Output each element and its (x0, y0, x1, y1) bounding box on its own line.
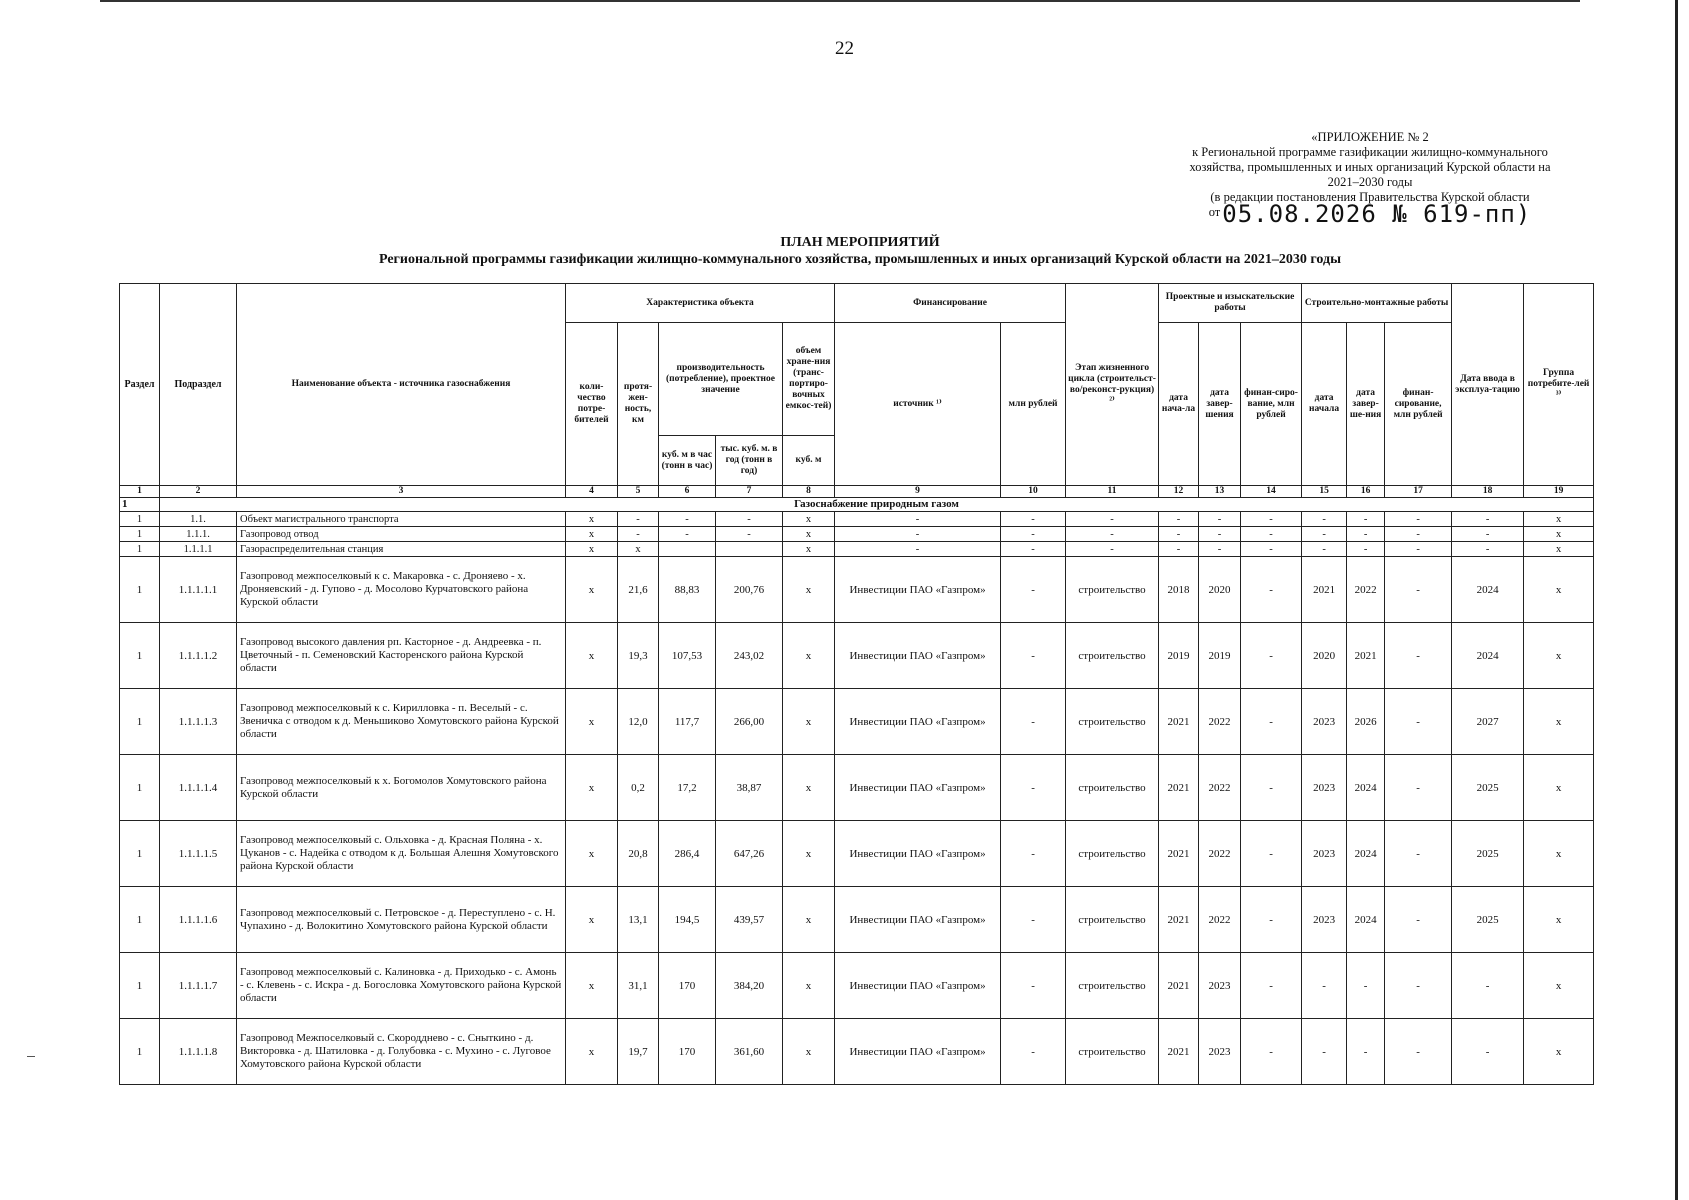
table-cell: - (1241, 542, 1302, 557)
table-cell: - (1385, 821, 1452, 887)
table-cell: 2024 (1347, 821, 1385, 887)
header-construction: Строительно-монтажные работы (1302, 284, 1452, 323)
table-cell: Газопровод межпоселковый с. Ольховка - д. Красная Поляна - х. Цуканов - с. Надейка с отводом к д. Большая Алешня Хомутовского района Курской области (237, 821, 566, 887)
table-cell: х (783, 953, 835, 1019)
table-cell: 1 (120, 887, 160, 953)
table-row (120, 887, 1594, 953)
table-cell: - (659, 527, 716, 542)
column-number: 3 (237, 486, 566, 498)
table-cell: - (1385, 689, 1452, 755)
header-consumers: коли-чество потре-бителей (566, 323, 618, 486)
table-cell: 439,57 (716, 887, 783, 953)
table-cell: - (1385, 887, 1452, 953)
table-cell: х (566, 821, 618, 887)
table-cell: х (783, 887, 835, 953)
header-length: протя-жен-ность, км (618, 323, 659, 486)
table-cell: 1 (120, 689, 160, 755)
table-cell: х (1524, 887, 1594, 953)
column-number: 5 (618, 486, 659, 498)
table-cell: - (659, 512, 716, 527)
table-cell: 2022 (1199, 689, 1241, 755)
table-cell: - (1001, 953, 1066, 1019)
column-number: 8 (783, 486, 835, 498)
table-cell: - (1066, 512, 1159, 527)
table-cell: 2019 (1159, 623, 1199, 689)
table-cell: Инвестиции ПАО «Газпром» (835, 755, 1001, 821)
table-cell: 1.1.1.1.1 (160, 557, 237, 623)
table-cell: х (1524, 1019, 1594, 1085)
table-cell: 2024 (1347, 755, 1385, 821)
table-cell: 17,2 (659, 755, 716, 821)
appendix-line-2: к Региональной программе газификации жилищно-коммунального (1192, 145, 1548, 159)
table-cell: 2020 (1302, 623, 1347, 689)
table-cell: 2025 (1452, 887, 1524, 953)
table-cell: х (783, 557, 835, 623)
table-row (120, 755, 1594, 821)
table-cell: - (618, 527, 659, 542)
table-cell: 2021 (1347, 623, 1385, 689)
table-cell: - (835, 542, 1001, 557)
plan-title-line-2: Региональной программы газификации жилищно-коммунального хозяйства, промышленных и иных организаций Курской области на 2021–2030 годы (378, 252, 1342, 267)
table-cell: Газопровод межпоселковый с. Петровское - д. Переступлено - с. Н. Чупахино - д. Волокитино Хомутовского района Курской области (237, 887, 566, 953)
header-name: Наименование объекта - источника газоснабжения (237, 284, 566, 486)
header-design-end: дата завер-шения (1199, 323, 1241, 486)
table-cell: 2019 (1199, 623, 1241, 689)
table-cell: 1.1.1.1.7 (160, 953, 237, 1019)
table-cell: 286,4 (659, 821, 716, 887)
table-cell: х (1524, 755, 1594, 821)
table-cell (716, 542, 783, 557)
table-cell: 1.1.1.1.5 (160, 821, 237, 887)
table-cell: 21,6 (618, 557, 659, 623)
table-row (120, 953, 1594, 1019)
table-cell: 31,1 (618, 953, 659, 1019)
table-cell: 1.1.1. (160, 527, 237, 542)
table-cell: Газопровод высокого давления рп. Касторное - д. Андреевка - п. Цветочный - п. Семеновский Касторенского района Курской области (237, 623, 566, 689)
header-characteristic: Характеристика объекта (566, 284, 835, 323)
column-number-row (120, 486, 1594, 498)
table-cell: Газопровод отвод (237, 527, 566, 542)
date-prefix: от (1208, 205, 1221, 219)
table-cell: 2025 (1452, 755, 1524, 821)
table-cell: Объект магистрального транспорта (237, 512, 566, 527)
table-cell: х (566, 623, 618, 689)
header-constr-start: дата начала (1302, 323, 1347, 486)
table-cell: х (783, 623, 835, 689)
table-cell: - (1001, 623, 1066, 689)
table-cell: - (1066, 542, 1159, 557)
table-cell: х (783, 689, 835, 755)
column-number: 7 (716, 486, 783, 498)
table-cell: - (1241, 689, 1302, 755)
table-cell: строительство (1066, 689, 1159, 755)
table-cell: - (1385, 755, 1452, 821)
table-cell: х (566, 887, 618, 953)
table-cell: 2021 (1159, 755, 1199, 821)
table-cell: 2023 (1199, 953, 1241, 1019)
table-cell: х (1524, 821, 1594, 887)
header-mln: млн рублей (1001, 323, 1066, 486)
table-cell: - (716, 527, 783, 542)
header-per-hour: куб. м в час (тонн в час) (659, 436, 716, 486)
column-number: 1 (120, 486, 160, 498)
table-cell: - (1347, 1019, 1385, 1085)
table-cell: - (1385, 623, 1452, 689)
table-cell: 1.1.1.1.2 (160, 623, 237, 689)
table-cell: 1.1.1.1.6 (160, 887, 237, 953)
table-cell: х (783, 527, 835, 542)
table-cell: Газопровод Межпоселковый с. Скородднево - с. Сныткино - д. Викторовка - д. Шатиловка - д. Голубовка - с. Мухино - с. Луговое Хомутовского района Курской области (237, 1019, 566, 1085)
table-cell: строительство (1066, 557, 1159, 623)
table-cell: 1.1.1.1 (160, 542, 237, 557)
table-cell: 2023 (1302, 887, 1347, 953)
table-cell: 1.1.1.1.3 (160, 689, 237, 755)
table-cell: 2022 (1199, 755, 1241, 821)
table-cell: х (1524, 623, 1594, 689)
table-cell: - (1302, 512, 1347, 527)
table-cell: 1.1. (160, 512, 237, 527)
column-number: 19 (1524, 486, 1594, 498)
table-cell: - (1452, 953, 1524, 1019)
header-constr-fin: финан-сирование, млн рублей (1385, 323, 1452, 486)
table-cell: 2023 (1302, 689, 1347, 755)
table-cell: х (783, 512, 835, 527)
table-cell: 1 (120, 623, 160, 689)
section-title: Газоснабжение природным газом (160, 498, 1594, 512)
column-number: 13 (1199, 486, 1241, 498)
table-cell: - (1452, 542, 1524, 557)
table-cell: х (783, 542, 835, 557)
table-cell: - (1001, 689, 1066, 755)
table-cell: - (1199, 542, 1241, 557)
table-cell: Газораспределительная станция (237, 542, 566, 557)
table-row (120, 542, 1594, 557)
table-cell: х (783, 821, 835, 887)
column-number: 2 (160, 486, 237, 498)
table-cell: - (1347, 512, 1385, 527)
table-cell: 20,8 (618, 821, 659, 887)
table-cell: Инвестиции ПАО «Газпром» (835, 689, 1001, 755)
table-cell: - (1241, 527, 1302, 542)
table-cell: х (1524, 953, 1594, 1019)
table-cell: - (1385, 557, 1452, 623)
table-cell: - (1385, 527, 1452, 542)
table-cell: - (1001, 542, 1066, 557)
header-design: Проектные и изыскательские работы (1159, 284, 1302, 323)
table-cell: - (1001, 887, 1066, 953)
header-financing: Финансирование (835, 284, 1066, 323)
table-cell: 2021 (1159, 821, 1199, 887)
table-row (120, 527, 1594, 542)
table-cell: - (1001, 1019, 1066, 1085)
table-cell: - (1241, 623, 1302, 689)
table-cell: - (1241, 821, 1302, 887)
header-source: источник ¹⁾ (835, 323, 1001, 486)
table-cell: Газопровод межпоселковый с. Калиновка - д. Приходько - с. Амонь - с. Клевень - с. Искра - д. Богословка Хомутовского района Курской области (237, 953, 566, 1019)
column-number: 17 (1385, 486, 1452, 498)
appendix-line-5: (в редакции постановления Правительства Курской области (1210, 190, 1530, 204)
table-cell: - (1001, 512, 1066, 527)
table-cell: 200,76 (716, 557, 783, 623)
table-cell: - (1302, 527, 1347, 542)
table-cell: 243,02 (716, 623, 783, 689)
table-cell: 1 (120, 755, 160, 821)
table-cell: строительство (1066, 887, 1159, 953)
column-number: 12 (1159, 486, 1199, 498)
table-cell: - (1385, 542, 1452, 557)
table-cell: 2022 (1199, 887, 1241, 953)
table-cell: 2022 (1199, 821, 1241, 887)
table-cell: 647,26 (716, 821, 783, 887)
table-cell: Инвестиции ПАО «Газпром» (835, 821, 1001, 887)
table-cell: строительство (1066, 953, 1159, 1019)
table-cell: х (566, 527, 618, 542)
table-cell: - (1241, 755, 1302, 821)
table-cell: 19,7 (618, 1019, 659, 1085)
table-cell: - (835, 527, 1001, 542)
table-cell: - (1302, 1019, 1347, 1085)
table-cell: - (1159, 542, 1199, 557)
table-cell: х (783, 755, 835, 821)
table-cell: Инвестиции ПАО «Газпром» (835, 557, 1001, 623)
table-cell: 2020 (1199, 557, 1241, 623)
table-cell: - (1302, 953, 1347, 1019)
table-header (120, 284, 1594, 498)
table-cell: 1 (120, 542, 160, 557)
table-cell: - (1159, 527, 1199, 542)
table-cell: - (1347, 527, 1385, 542)
table-cell: - (1241, 887, 1302, 953)
table-cell: - (1452, 512, 1524, 527)
table-cell: 361,60 (716, 1019, 783, 1085)
column-number: 14 (1241, 486, 1302, 498)
table-cell: 2024 (1452, 557, 1524, 623)
table-cell: х (1524, 512, 1594, 527)
table-cell: 88,83 (659, 557, 716, 623)
table-cell: 38,87 (716, 755, 783, 821)
header-storage-unit: куб. м (783, 436, 835, 486)
table-cell: х (783, 1019, 835, 1085)
header-podrazdel: Подраздел (160, 284, 237, 486)
table-cell: - (1241, 512, 1302, 527)
table-cell: х (1524, 542, 1594, 557)
plan-table (119, 283, 1594, 1085)
table-cell: 2021 (1159, 1019, 1199, 1085)
header-razdel: Раздел (120, 284, 160, 486)
table-cell: - (1452, 1019, 1524, 1085)
table-cell: 2024 (1452, 623, 1524, 689)
header-commission: Дата ввода в эксплуа-тацию (1452, 284, 1524, 486)
table-cell: - (1066, 527, 1159, 542)
table-cell: 2018 (1159, 557, 1199, 623)
column-number: 16 (1347, 486, 1385, 498)
table-row (120, 1019, 1594, 1085)
table-cell: х (566, 1019, 618, 1085)
table-cell: 2021 (1159, 953, 1199, 1019)
table-cell: - (1199, 512, 1241, 527)
table-cell: 384,20 (716, 953, 783, 1019)
column-number: 9 (835, 486, 1001, 498)
table-cell: - (1385, 512, 1452, 527)
table-cell: - (1347, 953, 1385, 1019)
table-cell: - (1452, 527, 1524, 542)
table-cell: - (618, 512, 659, 527)
table-cell: строительство (1066, 755, 1159, 821)
page-margin-mark (27, 1056, 35, 1057)
table-cell: х (566, 953, 618, 1019)
table-cell: 0,2 (618, 755, 659, 821)
table-cell: 2023 (1302, 755, 1347, 821)
table-cell: - (1385, 953, 1452, 1019)
header-storage: объем хране-ния (транс-портиро-вочных емкос-тей) (783, 323, 835, 436)
table-cell: х (1524, 527, 1594, 542)
table-cell: 19,3 (618, 623, 659, 689)
table-cell: 12,0 (618, 689, 659, 755)
table-cell: х (618, 542, 659, 557)
column-number: 15 (1302, 486, 1347, 498)
table-cell: - (1159, 512, 1199, 527)
header-capacity: производительность (потребление), проектное значение (659, 323, 783, 436)
appendix-line-1: «ПРИЛОЖЕНИЕ № 2 (1311, 130, 1429, 144)
table-cell: 1.1.1.1.4 (160, 755, 237, 821)
plan-title (0, 234, 1689, 268)
table-cell: - (1302, 542, 1347, 557)
header-per-year: тыс. куб. м. в год (тонн в год) (716, 436, 783, 486)
table-cell: - (1241, 953, 1302, 1019)
header-design-fin: финан-сиро-вание, млн рублей (1241, 323, 1302, 486)
table-cell: 2026 (1347, 689, 1385, 755)
table-cell: - (1241, 557, 1302, 623)
table-cell: - (1241, 1019, 1302, 1085)
page-top-border (100, 0, 1580, 2)
table-cell: х (566, 755, 618, 821)
table-row (120, 623, 1594, 689)
table-cell: Газопровод межпоселковый к х. Богомолов Хомутовского района Курской области (237, 755, 566, 821)
table-row (120, 689, 1594, 755)
table-cell: 2021 (1159, 689, 1199, 755)
column-number: 18 (1452, 486, 1524, 498)
date-stamp: 05.08.2026 № 619-пп) (1222, 200, 1532, 228)
table-cell: - (835, 512, 1001, 527)
table-cell: Инвестиции ПАО «Газпром» (835, 953, 1001, 1019)
table-cell: 1 (120, 557, 160, 623)
table-cell (659, 542, 716, 557)
table-cell: - (1199, 527, 1241, 542)
appendix-line-4: 2021–2030 годы (1327, 175, 1413, 189)
table-cell: 2024 (1347, 887, 1385, 953)
table-cell: 1 (120, 821, 160, 887)
appendix-line-3: хозяйства, промышленных и иных организаций Курской области на (1189, 160, 1551, 174)
column-number: 11 (1066, 486, 1159, 498)
table-cell: 170 (659, 1019, 716, 1085)
table-body (120, 498, 1594, 1085)
column-number: 6 (659, 486, 716, 498)
table-cell: - (1347, 542, 1385, 557)
table-row (120, 821, 1594, 887)
table-cell: 1 (120, 527, 160, 542)
table-cell: - (1001, 755, 1066, 821)
column-number: 4 (566, 486, 618, 498)
table-cell: 117,7 (659, 689, 716, 755)
table-cell: строительство (1066, 623, 1159, 689)
header-design-start: дата нача-ла (1159, 323, 1199, 486)
table-cell: 107,53 (659, 623, 716, 689)
table-cell: 2027 (1452, 689, 1524, 755)
table-row (120, 557, 1594, 623)
table-cell: - (1385, 1019, 1452, 1085)
table-cell: Инвестиции ПАО «Газпром» (835, 623, 1001, 689)
table-cell: х (566, 512, 618, 527)
table-cell: строительство (1066, 821, 1159, 887)
table-row (120, 512, 1594, 527)
table-cell: х (566, 542, 618, 557)
table-cell: 1 (120, 1019, 160, 1085)
header-constr-end: дата завер-ше-ния (1347, 323, 1385, 486)
section-row (120, 498, 1594, 512)
table-cell: 170 (659, 953, 716, 1019)
header-lifecycle: Этап жизненного цикла (строительст-во/реконст-рукция) ²⁾ (1066, 284, 1159, 486)
table-cell: - (716, 512, 783, 527)
table-cell: Газопровод межпоселковый к с. Макаровка - с. Дроняево - х. Дроняевский - д. Гупово - д. Мосолово Курчатовского района Курской области (237, 557, 566, 623)
table-cell: х (566, 557, 618, 623)
page-number: 22 (835, 38, 854, 59)
section-number: 1 (120, 498, 160, 512)
table-cell: х (1524, 689, 1594, 755)
table-cell: Инвестиции ПАО «Газпром» (835, 887, 1001, 953)
table-cell: 1 (120, 512, 160, 527)
table-cell: - (1001, 821, 1066, 887)
table-cell: 1 (120, 953, 160, 1019)
table-cell: - (1001, 527, 1066, 542)
table-cell: Инвестиции ПАО «Газпром» (835, 1019, 1001, 1085)
table-cell: 2021 (1159, 887, 1199, 953)
table-cell: 1.1.1.1.8 (160, 1019, 237, 1085)
table-cell: 2023 (1199, 1019, 1241, 1085)
appendix-header (1160, 130, 1580, 226)
table-cell: 194,5 (659, 887, 716, 953)
plan-title-line-1: ПЛАН МЕРОПРИЯТИЙ (780, 235, 940, 250)
table-cell: х (566, 689, 618, 755)
column-number: 10 (1001, 486, 1066, 498)
table-cell: строительство (1066, 1019, 1159, 1085)
table-cell: 2025 (1452, 821, 1524, 887)
appendix-date-line (1160, 200, 1580, 228)
page-right-border (1675, 0, 1678, 1200)
table-cell: Газопровод межпоселковый к с. Кирилловка - п. Веселый - с. Звеничка с отводом к д. Меньшиково Хомутовского района Курской области (237, 689, 566, 755)
table-cell: 2023 (1302, 821, 1347, 887)
table-cell: 2021 (1302, 557, 1347, 623)
table-cell: х (1524, 557, 1594, 623)
table-cell: 266,00 (716, 689, 783, 755)
table-cell: 13,1 (618, 887, 659, 953)
header-group: Группа потребите-лей ³⁾ (1524, 284, 1594, 486)
table-cell: 2022 (1347, 557, 1385, 623)
table-cell: - (1001, 557, 1066, 623)
